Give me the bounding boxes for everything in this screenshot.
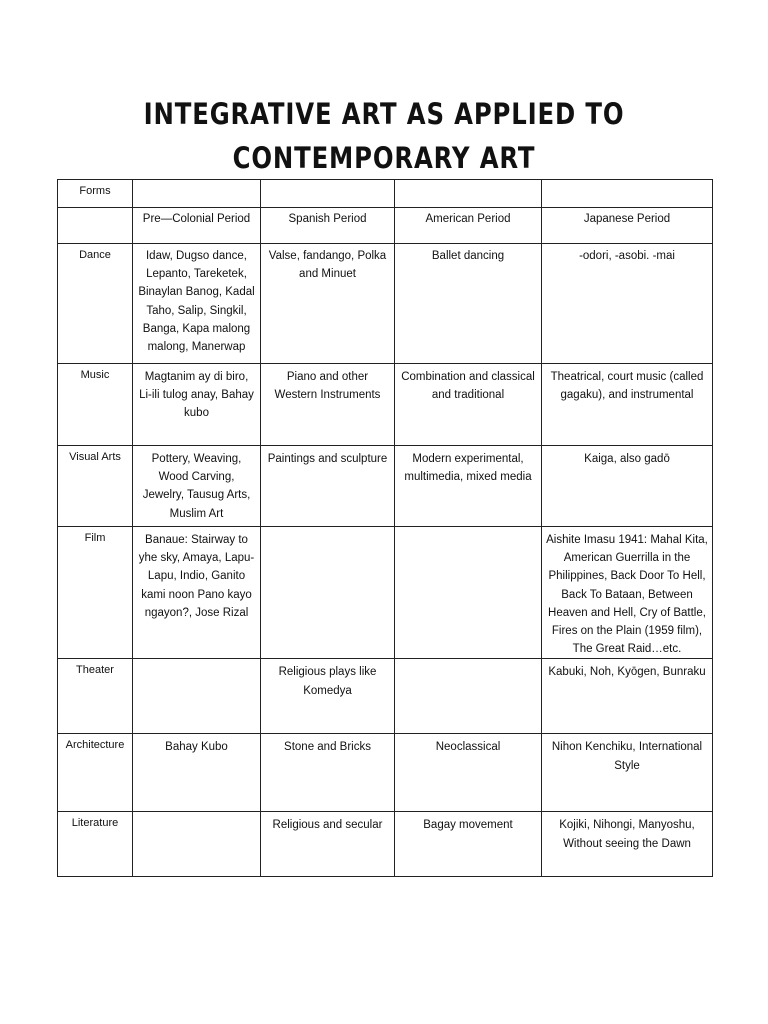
table-row-visual-arts: [58, 446, 713, 527]
period-header-spanish: Spanish Period: [261, 208, 395, 244]
table-cell: Pottery, Weaving, Wood Carving, Jewelry, Tausug Arts, Muslim Art: [133, 446, 261, 527]
table-cell-empty: [395, 180, 542, 208]
table-cell: Aishite Imasu 1941: Mahal Kita, American Guerrilla in the Philippines, Back Door To Hell, Back To Bataan, Between Heaven and Hell, Cry of Battle, Fires on the Plain (1959 film), The Great Raid…etc.: [542, 527, 713, 659]
table-cell-empty: [58, 208, 133, 244]
period-header-pre-colonial: Pre—Colonial Period: [133, 208, 261, 244]
table-row-theater: [58, 659, 713, 734]
table-cell: Piano and other Western Instruments: [261, 364, 395, 446]
period-header-row: [58, 208, 713, 244]
row-label-dance: Dance: [58, 244, 133, 364]
art-forms-table: [57, 179, 713, 877]
table-cell: Kaiga, also gadō: [542, 446, 713, 527]
table-cell-empty: [133, 180, 261, 208]
table-cell: -odori, -asobi. -mai: [542, 244, 713, 364]
forms-row: [58, 180, 713, 208]
table-cell: Modern experimental, multimedia, mixed media: [395, 446, 542, 527]
table-cell: Religious plays like Komedya: [261, 659, 395, 734]
table-cell: Magtanim ay di biro, Li-ili tulog anay, Bahay kubo: [133, 364, 261, 446]
forms-label-cell: Forms: [58, 180, 133, 208]
table-row-dance: [58, 244, 713, 364]
table-cell: [261, 527, 395, 659]
period-header-american: American Period: [395, 208, 542, 244]
table-cell: Valse, fandango, Polka and Minuet: [261, 244, 395, 364]
row-label-music: Music: [58, 364, 133, 446]
row-label-visual-arts: Visual Arts: [58, 446, 133, 527]
table-row-music: [58, 364, 713, 446]
period-header-japanese: Japanese Period: [542, 208, 713, 244]
table-cell-empty: [261, 180, 395, 208]
table-cell: [133, 659, 261, 734]
row-label-theater: Theater: [58, 659, 133, 734]
table-cell: Ballet dancing: [395, 244, 542, 364]
table-cell: Banaue: Stairway to yhe sky, Amaya, Lapu-Lapu, Indio, Ganito kami noon Pano kayo ngayon?, Jose Rizal: [133, 527, 261, 659]
table-row-literature: [58, 812, 713, 877]
table-cell-empty: [542, 180, 713, 208]
row-label-literature: Literature: [58, 812, 133, 877]
table-cell: Combination and classical and traditional: [395, 364, 542, 446]
table-cell: Paintings and sculpture: [261, 446, 395, 527]
table-cell: Stone and Bricks: [261, 734, 395, 812]
row-label-architecture: Architecture: [58, 734, 133, 812]
table-cell: Bagay movement: [395, 812, 542, 877]
title-line-2: CONTEMPORARY ART: [232, 141, 536, 175]
table-cell: Bahay Kubo: [133, 734, 261, 812]
table-cell: Neoclassical: [395, 734, 542, 812]
table-cell: [395, 659, 542, 734]
table-cell: Kabuki, Noh, Kyōgen, Bunraku: [542, 659, 713, 734]
table-cell: Idaw, Dugso dance, Lepanto, Tareketek, Binaylan Banog, Kadal Taho, Salip, Singkil, Banga, Kapa malong malong, Manerwap: [133, 244, 261, 364]
row-label-film: Film: [58, 527, 133, 659]
table-row-architecture: [58, 734, 713, 812]
table-cell: Religious and secular: [261, 812, 395, 877]
document-title: [61, 92, 706, 180]
title-line-1: INTEGRATIVE ART AS APPLIED TO: [143, 97, 625, 131]
table-cell: [395, 527, 542, 659]
table-row-film: [58, 527, 713, 659]
table-cell: Nihon Kenchiku, International Style: [542, 734, 713, 812]
table-cell: Kojiki, Nihongi, Manyoshu, Without seeing the Dawn: [542, 812, 713, 877]
table-cell: Theatrical, court music (called gagaku), and instrumental: [542, 364, 713, 446]
table-cell: [133, 812, 261, 877]
